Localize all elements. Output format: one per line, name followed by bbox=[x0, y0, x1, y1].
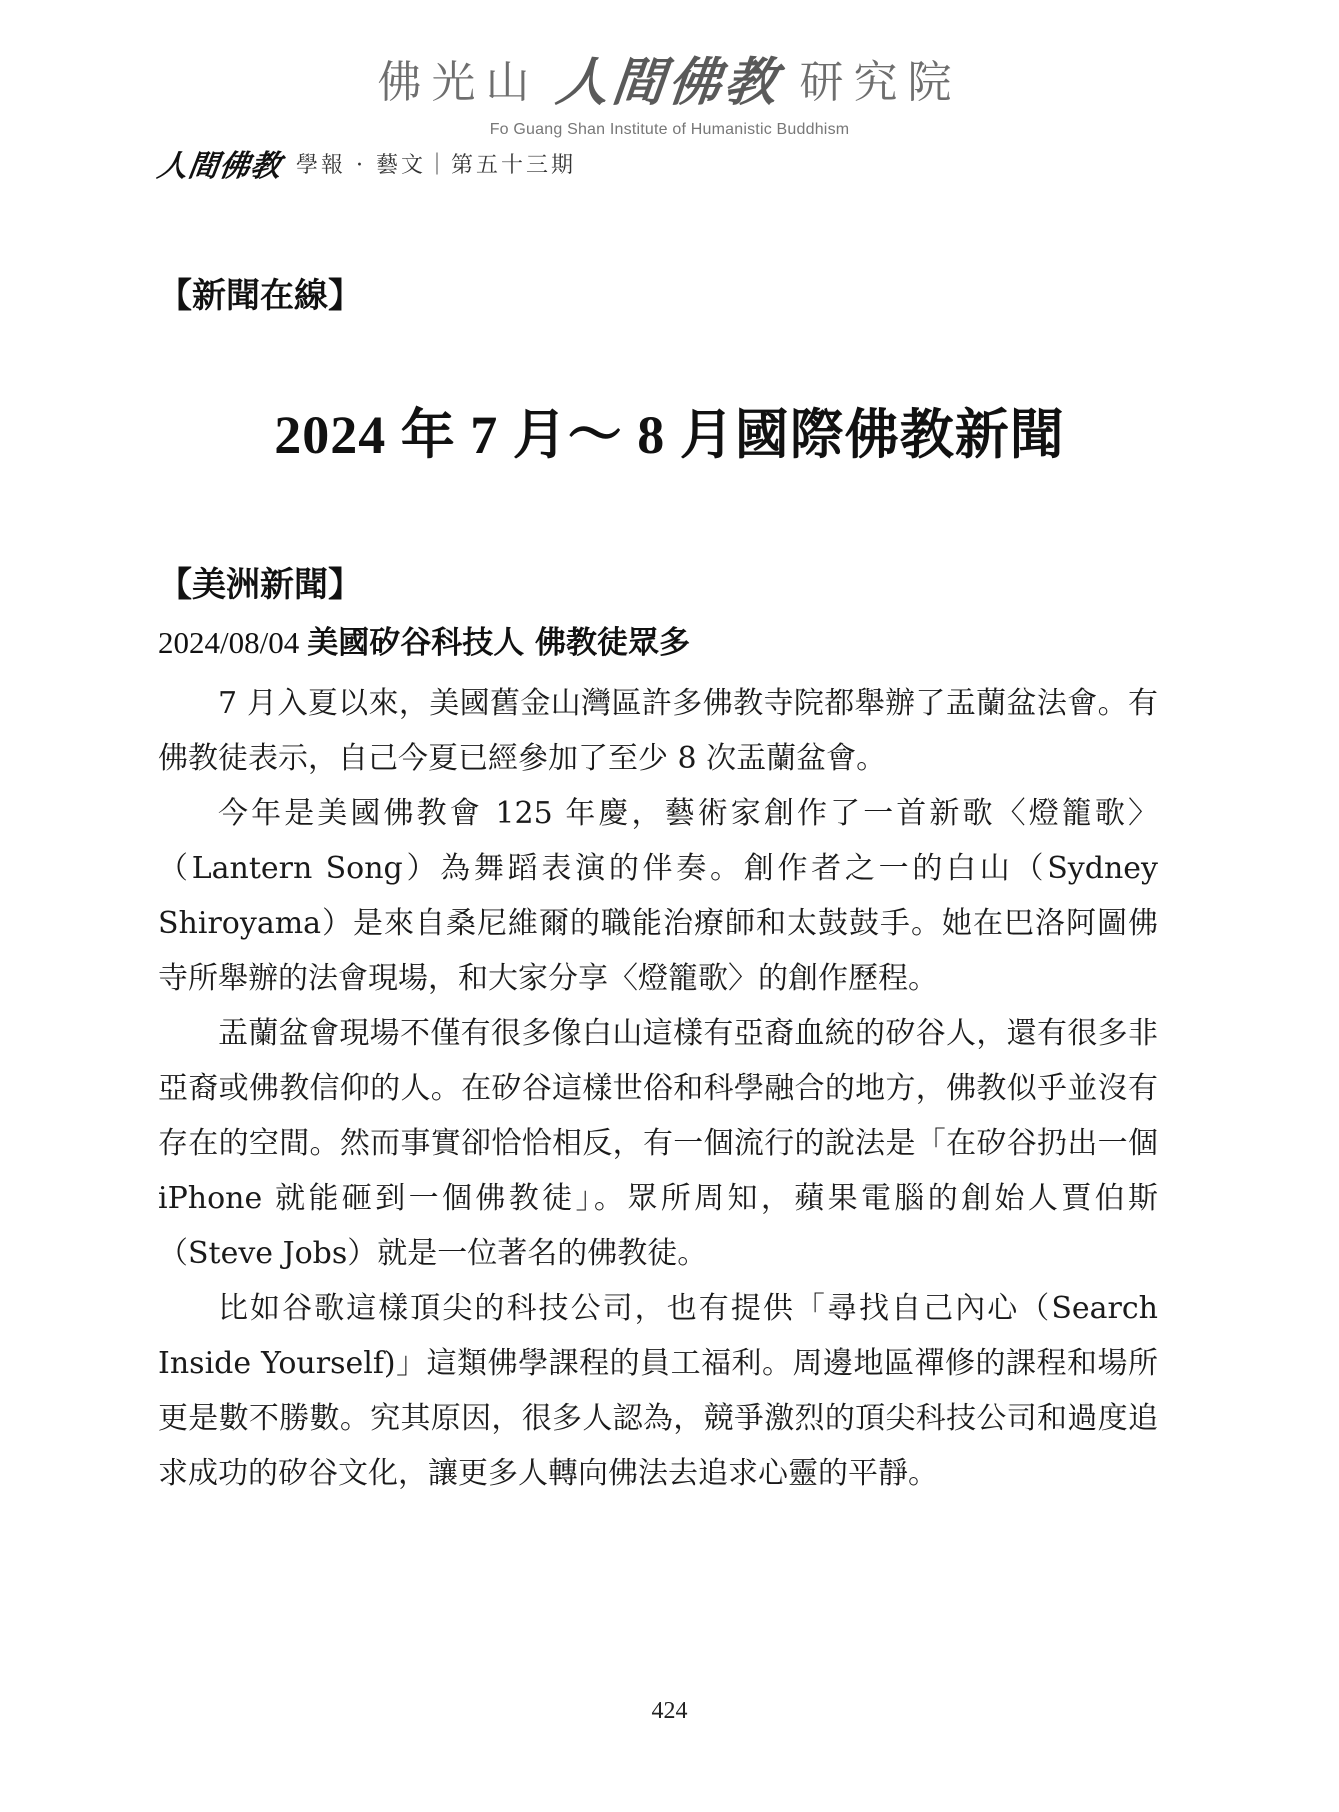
article-paragraph: 今年是美國佛教會 125 年慶，藝術家創作了一首新歌〈燈籠歌〉（Lantern Song）為舞蹈表演的伴奏。創作者之一的白山（Sydney Shiroyama）是來自桑尼維爾的職能治療師和太鼓鼓手。她在巴洛阿圖佛寺所舉辦的法會現場，和大家分享〈燈籠歌〉的創作歷程。 bbox=[158, 796, 1158, 996]
institute-prefix: 佛光山 bbox=[377, 56, 540, 108]
article-paragraph: 7 月入夏以來，美國舊金山灣區許多佛教寺院都舉辦了盂蘭盆法會。有佛教徒表示，自己今夏已經參加了至少 8 次盂蘭盆會。 bbox=[158, 686, 1158, 776]
journal-issue-info: 學報 · 藝文｜第五十三期 bbox=[296, 152, 576, 178]
page-title: 2024 年 7 月～ 8 月國際佛教新聞 bbox=[274, 405, 1065, 465]
section-label-news-online: 【新聞在線】 bbox=[158, 276, 362, 316]
institute-suffix: 研究院 bbox=[799, 56, 962, 108]
journal-running-header bbox=[155, 141, 576, 185]
page-number: 424 bbox=[651, 1698, 688, 1724]
institute-header bbox=[0, 40, 1339, 139]
article-paragraph: 盂蘭盆會現場不僅有很多像白山這樣有亞裔血統的矽谷人，還有很多非亞裔或佛教信仰的人。在矽谷這樣世俗和科學融合的地方，佛教似乎並沒有存在的空間。然而事實卻恰恰相反，有一個流行的說法是「在矽谷扔出一個 iPhone 就能砸到一個佛教徒」。眾所周知，蘋果電腦的創始人賈伯斯（Steve Jobs）就是一位著名的佛教徒。 bbox=[158, 1016, 1158, 1271]
article-title: 美國矽谷科技人 佛教徒眾多 bbox=[307, 625, 691, 661]
journal-brand-calligraphy: 人間佛教 bbox=[155, 149, 284, 184]
article-date: 2024/08/04 bbox=[158, 625, 300, 660]
section-label-americas: 【美洲新聞】 bbox=[158, 565, 362, 605]
institute-logo bbox=[377, 40, 961, 115]
institute-english-name: Fo Guang Shan Institute of Humanistic Buddhism bbox=[489, 121, 850, 138]
article-paragraph: 比如谷歌這樣頂尖的科技公司，也有提供「尋找自己內心（Search Inside Yourself)」這類佛學課程的員工福利。周邊地區禪修的課程和場所更是數不勝數。究其原因，很多人認為，競爭激烈的頂尖科技公司和過度追求成功的矽谷文化，讓更多人轉向佛法去追求心靈的平靜。 bbox=[158, 1291, 1158, 1491]
article-body bbox=[158, 676, 1158, 1501]
institute-brand-calligraphy: 人間佛教 bbox=[553, 52, 785, 113]
article-headline bbox=[158, 617, 690, 662]
